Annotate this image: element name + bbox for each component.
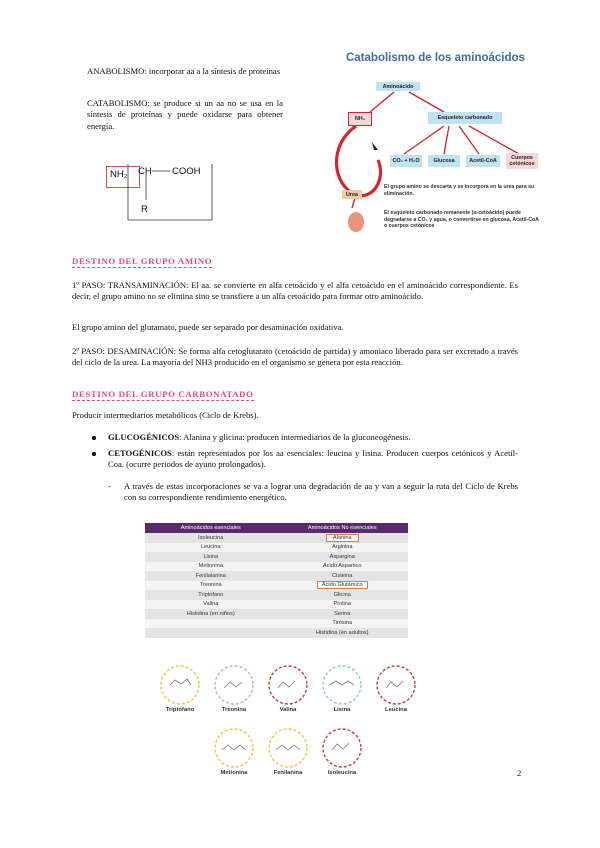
paso2-text: 2º PASO: DESAMINACIÓN: Se forma alfa cetoglutarato (cetoácido de partida) y amoniaco liberado para ser excretado a través del ciclo de la urea. La mayoría del NH3 producido en el organismo se genera por esta reacción.	[72, 346, 518, 368]
cooh-label: COOH	[172, 166, 201, 177]
table-cell: Metionina	[198, 563, 223, 570]
urea-box: Urea	[342, 190, 362, 199]
table-cell: Prolina	[333, 601, 351, 608]
molecule-label: Fenilanina	[273, 770, 303, 776]
diagram-note-amino: El grupo amino se descarta y se incorpora en la urea para su eliminación.	[384, 184, 535, 197]
section-destino-carbonatado-title: DESTINO DEL GRUPO CARBONATADO	[72, 389, 254, 399]
table-cell: Ácido Aspartico	[322, 563, 362, 570]
molecule-label: Triptófano	[165, 707, 195, 713]
glucogenicos-item	[108, 432, 518, 443]
table-cell: Serina	[334, 610, 351, 617]
nh2-label: NH₂	[110, 169, 128, 180]
cetogenicos-label: CETOGÉNICOS	[108, 448, 172, 458]
molecule-label: Valina	[279, 707, 297, 713]
table-cell: Histidina (en adultos)	[315, 629, 369, 636]
bullet-dot	[92, 436, 96, 440]
cetogenicos-item	[108, 448, 518, 471]
table-cell-highlight: Ácido Glutámico	[317, 581, 368, 589]
esqueleto-box: Esqueleto carbonado	[428, 112, 502, 124]
cuerpos-box: Cuerpos cetónicos	[506, 153, 538, 169]
section-destino-amino-title: DESTINO DEL GRUPO AMINO	[72, 256, 213, 266]
catabolism-diagram	[334, 50, 544, 240]
table-cell	[277, 581, 409, 591]
table-row	[145, 581, 408, 591]
diagram-title: Catabolismo de los aminoácidos	[346, 52, 525, 64]
molecule-label: Treonina	[221, 707, 247, 713]
table-cell: Glicina	[333, 591, 351, 598]
table-row	[145, 552, 408, 562]
table-row	[145, 562, 408, 572]
table-cell: Lisina	[203, 553, 219, 560]
molecule-label: Lisina	[333, 707, 351, 713]
table-cell	[277, 533, 409, 543]
aminoacido-box: Aminoácido	[376, 82, 420, 91]
table-cell: Treonina	[199, 582, 222, 589]
table-cell: Histidina (en niños)	[186, 610, 235, 617]
table-cell	[145, 619, 277, 629]
molecule-label: Isoleucina	[327, 770, 357, 776]
paso1-text: 1º PASO: TRANSAMINACIÓN: El aa. se convierte en alfa cetoácido y el alfa cetoácido en el aminoácido correspondiente. Es decir, el grupo amino no se elimina sino se transfiere a un alfa cetoácido para formar otro aminoácido.	[72, 280, 518, 302]
table-row	[145, 533, 408, 543]
cetogenicos-text: : están representados por los aa esenciales: leucina y lisina. Producen cuerpos cetónicos y Acetil- Coa. (ocurre periodos de ayuno prolongados).	[108, 448, 518, 470]
krebs-text: A través de estas incorporaciones se va a lograr una degradación de aa y van a seguir la ruta del Ciclo de Krebs con su correspondiente rendimiento energético.	[124, 481, 518, 503]
table-cell: Tirosina	[332, 620, 353, 627]
table-header-cell: Aminoácidos esenciales	[180, 525, 241, 531]
glucogenicos-label: GLUCOGÉNICOS	[108, 432, 180, 442]
glucogenicos-text: : Alanina y glicina: producen intermediarios de la gluconeogénesis.	[179, 432, 411, 442]
carbonatado-intro: Producir intermediarios metabólicos (Ciclo de Krebs).	[72, 410, 259, 420]
glucosa-box: Glucosa	[428, 155, 460, 167]
table-row	[145, 609, 408, 619]
molecule-label: Leucina	[385, 707, 407, 713]
table-cell: Valina	[203, 601, 219, 608]
acetil-box: Acetil-CoA	[466, 155, 500, 167]
table-header-cell: Aminoácidos No esenciales	[307, 525, 377, 531]
sub-dash: -	[108, 481, 111, 491]
amino-acid-structure	[80, 160, 220, 228]
co2-box: CO₂ + H₂O	[390, 155, 422, 167]
ch-label: CH	[138, 166, 152, 177]
table-row	[145, 543, 408, 553]
table-cell: Triptofano	[198, 591, 224, 598]
table-cell: Leucina	[200, 544, 221, 551]
table-row	[145, 590, 408, 600]
table-row	[145, 619, 408, 629]
glutamato-text: El grupo amino del glutamato, puede ser separado por desaminación oxidativa.	[72, 322, 344, 332]
table-header	[145, 523, 408, 533]
table-cell	[145, 628, 277, 638]
table-cell: Cisteina	[332, 572, 353, 579]
table-row	[145, 600, 408, 610]
catabolismo-text: CATABOLISMO: se produce si un aa no se usa en la síntesis de proteínas y puede oxidarse para obtener energía.	[87, 98, 283, 131]
table-row	[145, 628, 408, 638]
table-cell: Isoleucina	[198, 534, 224, 541]
bullet-dot	[92, 452, 96, 456]
table-cell-highlight: Alanina	[326, 534, 359, 542]
table-cell: Arginina	[331, 544, 353, 551]
r-label: R	[141, 204, 148, 215]
page-number: 2	[517, 768, 522, 778]
anabolismo-text: ANABOLISMO: incorporar aa a la síntesis de proteínas	[87, 66, 281, 76]
table-cell: Fenilalanina	[195, 572, 226, 579]
table-row	[145, 571, 408, 581]
molecule-label: Metionina	[220, 770, 248, 776]
molecules-figure	[150, 660, 420, 790]
amino-acid-table	[145, 523, 408, 651]
diagram-note-esqueleto: El esqueleto carbonado remanente (α-cetoácido) puede degradarse a CO₂ y agua, o convertirse en glucosa, Acetil-CoA o cuerpos cetónicos	[384, 210, 539, 230]
table-cell: Aspargina	[329, 553, 355, 560]
nh3-box: NH₃	[348, 112, 372, 126]
